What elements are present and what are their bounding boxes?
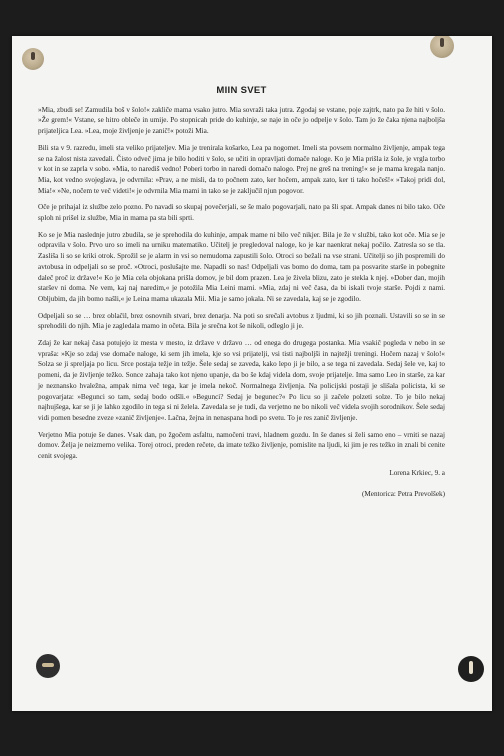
paper-sheet — [12, 36, 492, 711]
paragraph: Oče je prihajal iz službe zelo pozno. Po navadi so skupaj povečerjali, se še malo pogovarjali, nato pa šli spat. Ampak danes ni bilo tako. Oče sploh ni prišel iz službe, Mia in mama pa sta bili sprti. — [38, 203, 445, 223]
pushpin-icon — [22, 48, 44, 70]
paragraph: Ko se je Mia naslednje jutro zbudila, se je sprehodila do kuhinje, ampak mame ni bilo več nikjer. Bila je že v službi, tako kot oče. Mia se je odpravila v šolo. Prvo uro so imeli na urniku matematiko. Učitelj je pregledoval naloge, ko je kar naenkrat nekaj počilo. Zatresla so se tla. Zasliša li so se kriki otrok. Sprožil se je alarm in vsi so nemudoma zapustili šolo. Otroci so bežali na vse strani. Učitelji so jih pospremili do avtobusa in odpeljali so se proč. »Otroci, poslušajte me. Napadli so nas! Odpeljali vas bomo do doma, tam pa posvarite starše in pobegnite daleč proč iz države!« Ko je Mia cela objokana prišla domov, je bil dom prazen. Lea je živela blizu, zato je stekla k njej. »Dober dan, mojih staršev ni doma. Ne vem, kaj naj naredim,« je potožila Mia Leini mami. »Mia, zdaj ni več časa, da bi iskali tvoje starše. Pojdi z nami. Obljubim, da jih bomo našli,« je Leina mama ukazala Mii. Mia je samo jokala. Ni se zavedala, kaj se je zgodilo. — [38, 230, 445, 303]
paragraph: Zdaj že kar nekaj časa potujejo iz mesta v mesto, iz države v državo … od enega do drugega postanka. Mia vsakič pogleda v nebo in se vpraša: »Kje so zdaj vse domače naloge, ki sem jih imela, kje so vsi prijatelji, vsi tisti najboljši in najtežji treningi. Hočem nazaj v šolo!« Solza se ji spreljaja po licu. Srce postaja težje in težje. Šele sedaj se zaveda, kako lepo ji je bilo, a se tega ni zavedala. Sedaj šele ve, kaj to pomeni, da je življenje težko. Sonce zahaja tako kot njeno upanje, da bo še kdaj videla dom, svoje prijatelje. Ima samo Leo in starše, za kar je neznansko hvaležna, ampak nima več tega, kar je imela nekoč. Normalnega življenja. Na policijski postaji je slišala policista, ki se pogovarjata: »Begunci so tam, sedaj bodo odšli.« »Begunci? Sedaj je begunec?« Po licu so ji začele polzeti solze. To je bilo nekaj najhujšega, kar se ji je lahko zgodilo in tega si ni želela. Zavedala se je tudi, da verjetno ne bo nikoli več videla svojih sorodnikov. Šele sedaj vidi pomen besedne zveze »zanič življenje«. Lačna, žejna in nenaspana hodi po svetu. To je res zanič življenje. — [38, 339, 445, 422]
pushpin-icon — [458, 656, 484, 682]
document-body — [38, 86, 445, 499]
mentor-line: (Mentorica: Petra Prevolšek) — [361, 489, 445, 498]
pushpin-icon — [36, 654, 60, 678]
document-title: MIIN SVET — [216, 85, 267, 96]
paragraph: Odpeljali so se … brez oblačil, brez osnovnih stvari, brez denarja. Na poti so srečali avtobus z ljudmi, ki so jih poznali. Ustavili so se in se sprehodili do njih. Mia je zagledala mamo in očeta. Bila je srečna kot še nikoli, odleglo ji je. — [38, 311, 445, 331]
paragraph: »Mia, zbudi se! Zamudila boš v šolo!« zakliče mama vsako jutro. Mia sovraži taka jutra. Zgodaj se vstane, poje zajtrk, nato pa že hiti v šolo. »Že grem!« Vstane, se hitro obleče in umije. Po stopnicah pride do kuhinje, se naje in oče jo odpelje v šolo. Tam jo že čaka njena najboljša prijateljica Lea. »Lea, moje življenje je zanič!« potoži Mia. — [38, 105, 445, 136]
paragraph: Bili sta v 9. razredu, imeli sta veliko prijateljev. Mia je trenirala košarko, Lea pa nogomet. Imeli sta povsem normalno življenje, ampak tega se na žalost nista zavedali. Čisto odveč jima je bilo hoditi v šolo, se učiti in opravljati domače naloge. Ko je Mia prišla iz šole, je vrgla torbo v kot in se zaprla v sobo. »Mia, to narediš vedno! Poberi torbo in naredi domačo nalogo. Prej ne greš na trening!« se je mama kregala nanjo. Mia, kot vedno svojeglava, je odvrnila: »Prav, a ne misli, da to počnem zato, ker hočem, ampak zato, ker ti tako hočeš!« »Takoj pridi dol, Mia!« »Ne, nočem te več videti!« je odvrnila Mia mami in tako se je zaključil njun pogovor. — [38, 143, 445, 195]
paragraph: Verjetno Mia potuje še danes. Vsak dan, po žgočem asfaltu, namočeni travi, hladnem gozdu. In še danes si želi samo eno – vrniti se nazaj domov. Želja je neizmerno velika. Torej otroci, preden rečete, da imate težko življenje, pomislite na ljudi, ki jim je res težko in znali bi cenite cenit svojega. — [38, 430, 445, 461]
author-signature: Lorena Krkiec, 9. a — [389, 468, 445, 477]
pushpin-icon — [430, 36, 454, 58]
